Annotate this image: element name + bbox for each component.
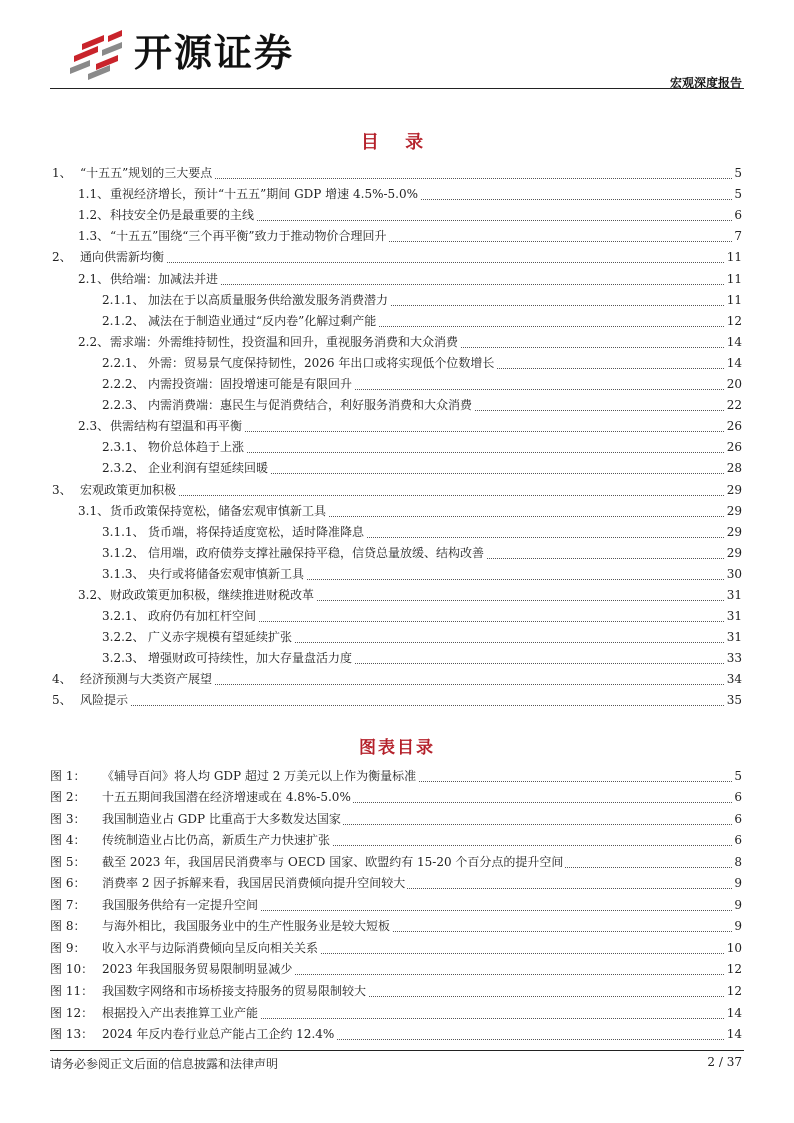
entry-page-number: 29 [725,480,742,501]
entry-page-number: 14 [725,353,742,374]
entry-title: 风险提示 [80,693,129,708]
company-logo [64,24,364,84]
toc-entry[interactable] [50,353,744,374]
entry-title: 供需结构有望温和再平衡 [110,419,243,434]
entry-text-group [102,522,366,543]
entry-page-number: 9 [732,895,742,916]
entry-number: 1.2、 [78,208,110,223]
entry-title: 增强财政可持续性，加大存量盘活力度 [148,651,353,666]
entry-page-number: 22 [725,395,742,416]
figure-entry[interactable] [50,873,744,895]
entry-page-number: 5 [732,184,742,205]
entry-text-group [102,458,270,479]
entry-number: 1.3、 [78,229,110,244]
entry-page-number: 9 [732,916,742,937]
entry-number: 3.1、 [78,503,110,518]
entry-number: 图 8： [50,919,86,934]
toc-entry[interactable] [50,416,744,437]
entry-page-number: 29 [725,522,742,543]
entry-number: 图 13： [50,1027,94,1042]
entry-page-number: 6 [732,205,742,226]
entry-title: 加法在于以高质量服务供给激发服务消费潜力 [148,292,389,307]
entry-page-number: 34 [725,669,742,690]
entry-title: 广义赤字规模有望延续扩张 [148,630,293,645]
figure-entry[interactable] [50,959,744,981]
entry-number: 2.2.3、 [102,398,145,413]
toc-entry[interactable] [50,669,744,690]
toc-title: 目 录 [360,132,434,153]
entry-title: 截至 2023 年，我国居民消费率与 OECD 国家、欧盟约有 15-20 个百分点的提升空间 [102,854,564,869]
entry-text-group [78,501,328,522]
toc-entry[interactable] [50,501,744,522]
entry-title: 根据投入产出表推算工业产能 [102,1005,259,1020]
entry-number: 2.3.1、 [102,440,145,455]
entry-title: 收入水平与边际消费倾向呈反向相关关系 [102,940,319,955]
entry-page-number: 6 [732,830,742,851]
figure-entry[interactable] [50,830,744,852]
entry-page-number: 20 [725,374,742,395]
entry-page-number: 29 [725,501,742,522]
entry-number: 3.1.2、 [102,545,145,560]
entry-text-group [102,311,378,332]
entry-number: 图 11： [50,984,94,999]
entry-number: 3.1.3、 [102,566,145,581]
entry-title: 宏观政策更加积极 [80,482,177,497]
entry-number: 3.2.3、 [102,651,145,666]
entry-title: 货币端，将保持适度宽松，适时降准降息 [148,524,365,539]
toc-entry[interactable] [50,290,744,311]
entry-title: 2024 年反内卷行业总产能占工企约 12.4% [102,1027,335,1042]
entry-number: 2.1.1、 [102,292,145,307]
entry-text-group [78,226,389,247]
entry-page-number: 14 [725,1003,742,1024]
entry-page-number: 10 [725,938,742,959]
entry-number: 3.1.1、 [102,524,145,539]
entry-page-number: 14 [725,332,742,353]
entry-title: 经济预测与大类资产展望 [80,672,213,687]
entry-number: 2.1.2、 [102,313,145,328]
entry-page-number: 5 [732,163,742,184]
entry-title: 《辅导百问》将人均 GDP 超过 2 万美元以上作为衡量标准 [102,768,417,783]
entry-page-number: 29 [725,543,742,564]
toc-entry[interactable] [50,163,744,184]
entry-title: 我国服务供给有一定提升空间 [102,897,259,912]
entry-text-group [78,269,220,290]
entry-title: “十五五”围绕“三个再平衡”致力于推动物价合理回升 [110,229,387,244]
figure-entry[interactable] [50,916,744,938]
entry-page-number: 31 [725,627,742,648]
entry-title: 通向供需新均衡 [80,250,165,265]
company-name: 开源证券 [134,31,295,75]
toc-entry[interactable] [50,311,744,332]
figure-entry[interactable] [50,1002,744,1024]
entry-title: 货币政策保持宽松，储备宏观审慎新工具 [110,503,327,518]
toc-entry[interactable] [50,395,744,416]
entry-page-number: 12 [725,311,742,332]
toc-entry[interactable] [50,247,744,268]
entry-text-group [102,374,354,395]
entry-page-number: 11 [725,269,742,290]
entry-text-group [102,290,390,311]
entry-text-group [50,787,353,808]
entry-number: 2.2.2、 [102,377,145,392]
entry-title: 内需投资端：固投增速可能是有限回升 [148,377,353,392]
toc-entry[interactable] [50,564,744,585]
entry-text-group [50,1003,260,1024]
entry-page-number: 11 [725,247,742,268]
figure-list [50,765,744,1045]
entry-text-group [78,585,316,606]
entry-number: 2、 [52,250,72,265]
entry-page-number: 11 [725,290,742,311]
entry-text-group [50,981,368,1002]
entry-number: 3.2.1、 [102,609,145,624]
toc-entry[interactable] [50,648,744,669]
toc-entry[interactable] [50,627,744,648]
entry-number: 2.2、 [78,334,110,349]
figure-list-title: 图表目录 [359,738,435,758]
entry-text-group [50,895,260,916]
report-type-label: 宏观深度报告 [669,76,742,90]
entry-text-group [78,184,420,205]
entry-text-group [50,916,392,937]
entry-page-number: 31 [725,585,742,606]
toc-entry[interactable] [50,268,744,289]
figure-entry[interactable] [50,980,744,1002]
entry-number: 1、 [52,166,72,181]
footer-disclaimer: 请务必参阅正文后面的信息披露和法律声明 [50,1057,279,1071]
logo-mark-icon [64,24,128,80]
toc-entry[interactable] [50,205,744,226]
page-header [50,22,744,88]
footer-divider [50,1050,744,1051]
entry-page-number: 14 [725,1024,742,1045]
toc-entry[interactable] [50,479,744,500]
entry-number: 3.2.2、 [102,630,145,645]
entry-text-group [102,437,246,458]
entry-text-group [50,766,418,787]
entry-text-group [102,395,474,416]
entry-text-group [102,564,306,585]
entry-page-number: 6 [732,787,742,808]
entry-number: 图 9： [50,940,86,955]
figure-entry[interactable] [50,937,744,959]
entry-text-group [78,205,256,226]
entry-text-group [102,627,294,648]
entry-page-number: 33 [725,648,742,669]
figure-entry[interactable] [50,787,744,809]
toc-entry[interactable] [50,226,744,247]
toc-entry[interactable] [50,332,744,353]
entry-text-group [52,163,214,184]
entry-text-group [50,1024,336,1045]
toc-entry[interactable] [50,458,744,479]
entry-text-group [102,648,354,669]
toc-entry[interactable] [50,184,744,205]
entry-number: 图 6： [50,876,86,891]
entry-title: 减法在于制造业通过“反内卷”化解过剩产能 [148,313,377,328]
entry-number: 1.1、 [78,187,110,202]
entry-number: 5、 [52,693,72,708]
entry-title: 物价总体趋于上涨 [148,440,245,455]
toc-list [50,163,744,711]
entry-number: 2.3、 [78,419,110,434]
entry-number: 图 10： [50,962,94,977]
entry-number: 4、 [52,672,72,687]
entry-title: 内需消费端：惠民生与促消费结合，利好服务消费和大众消费 [148,398,473,413]
entry-page-number: 26 [725,416,742,437]
entry-text-group [50,938,320,959]
entry-page-number: 30 [725,564,742,585]
header-divider [50,88,744,89]
entry-text-group [50,873,407,894]
figure-entry[interactable] [50,894,744,916]
entry-title: 我国制造业占 GDP 比重高于大多数发达国家 [102,811,341,826]
entry-title: 企业利润有望延续回暖 [148,461,269,476]
entry-page-number: 6 [732,809,742,830]
toc-entry[interactable] [50,543,744,564]
figure-entry[interactable] [50,765,744,787]
entry-number: 图 4： [50,833,86,848]
entry-title: 十五五期间我国潜在经济增速或在 4.8%-5.0% [102,790,351,805]
entry-title: 供给端：加减法并进 [110,271,219,286]
page-number: 2 / 37 [707,1055,742,1069]
toc-entry[interactable] [50,606,744,627]
entry-text-group [78,416,244,437]
entry-page-number: 35 [725,690,742,711]
entry-title: 我国数字网络和市场桥接支持服务的贸易限制较大 [102,984,367,999]
entry-number: 图 7： [50,897,86,912]
entry-number: 图 12： [50,1005,94,1020]
entry-page-number: 5 [732,766,742,787]
entry-title: 央行或将储备宏观审慎新工具 [148,566,305,581]
figure-entry[interactable] [50,1024,744,1046]
entry-page-number: 31 [725,606,742,627]
entry-title: 传统制造业占比仍高，新质生产力快速扩张 [102,833,331,848]
entry-title: 与海外相比，我国服务业中的生产性服务业是较大短板 [102,919,391,934]
entry-title: 需求端：外需维持韧性，投资温和回升，重视服务消费和大众消费 [110,334,459,349]
toc-entry[interactable] [50,522,744,543]
entry-title: 消费率 2 因子拆解来看，我国居民消费倾向提升空间较大 [102,876,406,891]
entry-number: 3.2、 [78,587,110,602]
dot-leader [52,705,742,706]
entry-text-group [52,247,166,268]
entry-number: 图 3： [50,811,86,826]
entry-number: 3、 [52,482,72,497]
entry-text-group [52,690,130,711]
entry-page-number: 26 [725,437,742,458]
entry-page-number: 7 [732,226,742,247]
entry-number: 图 1： [50,768,86,783]
entry-title: 信用端，政府债券支撑社融保持平稳，信贷总量放缓、结构改善 [148,545,485,560]
entry-title: 科技安全仍是最重要的主线 [110,208,255,223]
entry-title: 2023 年我国服务贸易限制明显减少 [102,962,293,977]
entry-page-number: 28 [725,458,742,479]
toc-entry[interactable] [50,690,744,711]
entry-text-group [102,543,486,564]
entry-number: 2.2.1、 [102,355,145,370]
entry-title: “十五五”规划的三大要点 [80,166,213,181]
toc-entry[interactable] [50,585,744,606]
entry-title: 财政政策更加积极，继续推进财税改革 [110,587,315,602]
entry-text-group [102,606,258,627]
entry-text-group [50,959,294,980]
entry-text-group [78,332,460,353]
entry-text-group [102,353,496,374]
entry-number: 图 5： [50,854,86,869]
entry-number: 图 2： [50,790,86,805]
toc-entry[interactable] [50,374,744,395]
entry-text-group [50,852,565,873]
entry-text-group [52,480,178,501]
entry-title: 政府仍有加杠杆空间 [148,609,257,624]
entry-text-group [50,830,332,851]
entry-page-number: 8 [732,852,742,873]
figure-entry[interactable] [50,851,744,873]
figure-entry[interactable] [50,808,744,830]
entry-page-number: 9 [732,873,742,894]
entry-text-group [52,669,214,690]
entry-text-group [50,809,343,830]
entry-number: 2.1、 [78,271,110,286]
entry-title: 重视经济增长，预计“十五五”期间 GDP 增速 4.5%-5.0% [110,187,419,202]
toc-entry[interactable] [50,437,744,458]
entry-page-number: 12 [725,959,742,980]
entry-number: 2.3.2、 [102,461,145,476]
entry-title: 外需：贸易景气度保持韧性，2026 年出口或将实现低个位数增长 [148,355,495,370]
entry-page-number: 12 [725,981,742,1002]
